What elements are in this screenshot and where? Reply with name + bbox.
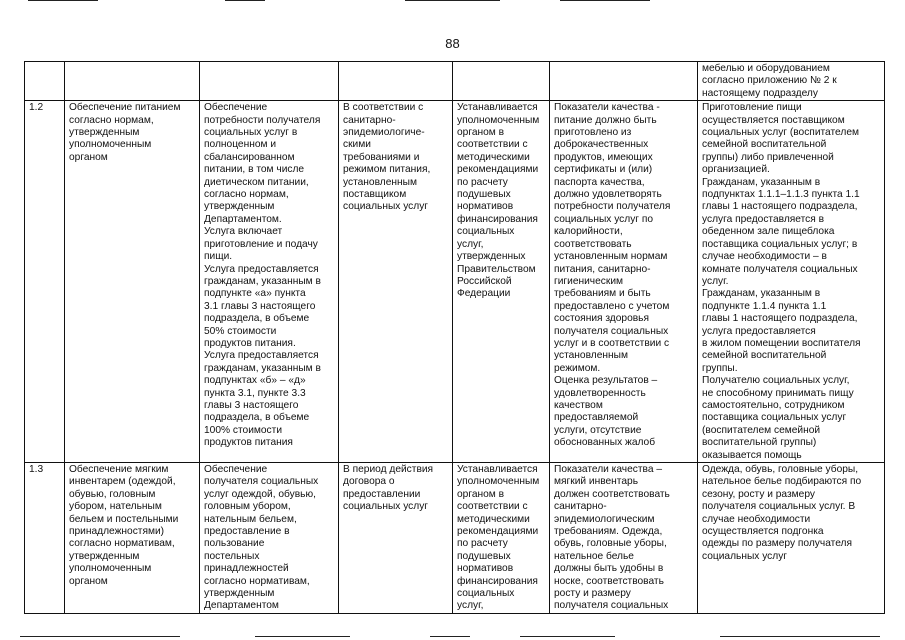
- top-edge-rule: [28, 0, 98, 1]
- table-cell: [453, 62, 550, 101]
- bottom-edge-rule: [20, 636, 180, 637]
- bottom-edge-rule: [430, 636, 470, 637]
- service-timing-cell: В соответствии с санитарно- эпидемиологиче- скими требованиями и режимом питания, установленным поставщиком социальных услуг: [339, 101, 453, 463]
- service-name-cell: Обеспечение мягким инвентарем (одеждой, обувью, головным убором, нательным бельем и постельными принадлежностями) согласно нормативам, утвержденным уполномоченным органом: [65, 463, 200, 614]
- conditions-cell: Приготовление пищи осуществляется поставщиком социальных услуг (воспитателем семейной воспитательной группы) либо привлеченной организацией. Гражданам, указанным в подпунктах 1.1.1–1.1.3 пункта 1.1 главы 1 настоящего подраздела, услуга предоставляется в обеденном зале пищеблока поставщика социальных услуг; в случае необходимости – в комнате получателя социальных услуг. Гражданам, указанным в подпункте 1.1.4 пункта 1.1 главы 1 настоящего подраздела, услуга предоставляется в жилом помещении воспитателя семейной воспитательной группы. Получателю социальных услуг, не способному принимать пищу самостоятельно, сотрудником поставщика социальных услуг (воспитателем семейной воспитательной группы) оказывается помощь: [698, 101, 885, 463]
- conditions-cell: Одежда, обувь, головные уборы, нательное белье подбираются по сезону, росту и размеру получателя социальных услуг. В случае необходимости осуществляется подгонка одежды по размеру получателя социальных услуг: [698, 463, 885, 614]
- service-name-cell: Обеспечение питанием согласно нормам, утвержденным уполномоченным органом: [65, 101, 200, 463]
- service-description-cell: Обеспечение получателя социальных услуг одеждой, обувью, головным убором, нательным бельем, предоставление в пользование постельных принадлежностей согласно нормативам, утвержденным Департаментом: [200, 463, 339, 614]
- table-cell: [65, 62, 200, 101]
- table-row: [25, 101, 885, 463]
- bottom-edge-rule: [255, 636, 350, 637]
- table-row: [25, 463, 885, 614]
- services-table: [24, 61, 885, 614]
- top-edge-rule: [560, 0, 650, 1]
- table-cell: [339, 62, 453, 101]
- row-number-cell: 1.2: [25, 101, 65, 463]
- table-row-continuation: [25, 62, 885, 101]
- norm-cell: Устанавливается уполномоченным органом в соответствии с методическими рекомендациями по расчету подушевых нормативов финансирования социальных услуг, утвержденных Правительством Российской Федерации: [453, 101, 550, 463]
- row-number-cell: 1.3: [25, 463, 65, 614]
- norm-cell: Устанавливается уполномоченным органом в соответствии с методическими рекомендациями по расчету подушевых нормативов финансирования социальных услуг,: [453, 463, 550, 614]
- top-edge-rule: [405, 0, 500, 1]
- bottom-edge-rule: [720, 636, 880, 637]
- bottom-edge-rule: [520, 636, 615, 637]
- service-description-cell: Обеспечение потребности получателя социальных услуг в полноценном и сбалансированном питании, в том числе диетическом питании, согласно нормам, утвержденным Департаментом. Услуга включает приготовление и подачу пищи. Услуга предоставляется гражданам, указанным в подпункте «а» пункта 3.1 главы 3 настоящего подраздела, в объеме 50% стоимости продуктов питания. Услуга предоставляется гражданам, указанным в подпунктах «б» – «д» пункта 3.1, пункте 3.3 главы 3 настоящего подраздела, в объеме 100% стоимости продуктов питания: [200, 101, 339, 463]
- top-edge-rule: [225, 0, 265, 1]
- quality-indicators-cell: Показатели качества - питание должно быть приготовлено из доброкачественных продуктов, имеющих сертификаты и (или) паспорта качества, должно удовлетворять потребности получателя социальных услуг по калорийности, соответствовать установленным нормам питания, санитарно- гигиеническим требованиям и быть предоставлено с учетом состояния здоровья получателя социальных услуг и в соответствии с установленным режимом. Оценка результатов – удовлетворенность качеством предоставляемой услуги, отсутствие обоснованных жалоб: [550, 101, 698, 463]
- table-cell: [550, 62, 698, 101]
- quality-indicators-cell: Показатели качества – мягкий инвентарь должен соответствовать санитарно- эпидемиологическим требованиям. Одежда, обувь, головные уборы, нательное белье должны быть удобны в носке, соответствовать росту и размеру получателя социальных: [550, 463, 698, 614]
- table-cell: мебелью и оборудованием согласно приложению № 2 к настоящему подразделу: [698, 62, 885, 101]
- page-number: 88: [445, 36, 460, 51]
- table-cell: [25, 62, 65, 101]
- service-timing-cell: В период действия договора о предоставлении социальных услуг: [339, 463, 453, 614]
- table-cell: [200, 62, 339, 101]
